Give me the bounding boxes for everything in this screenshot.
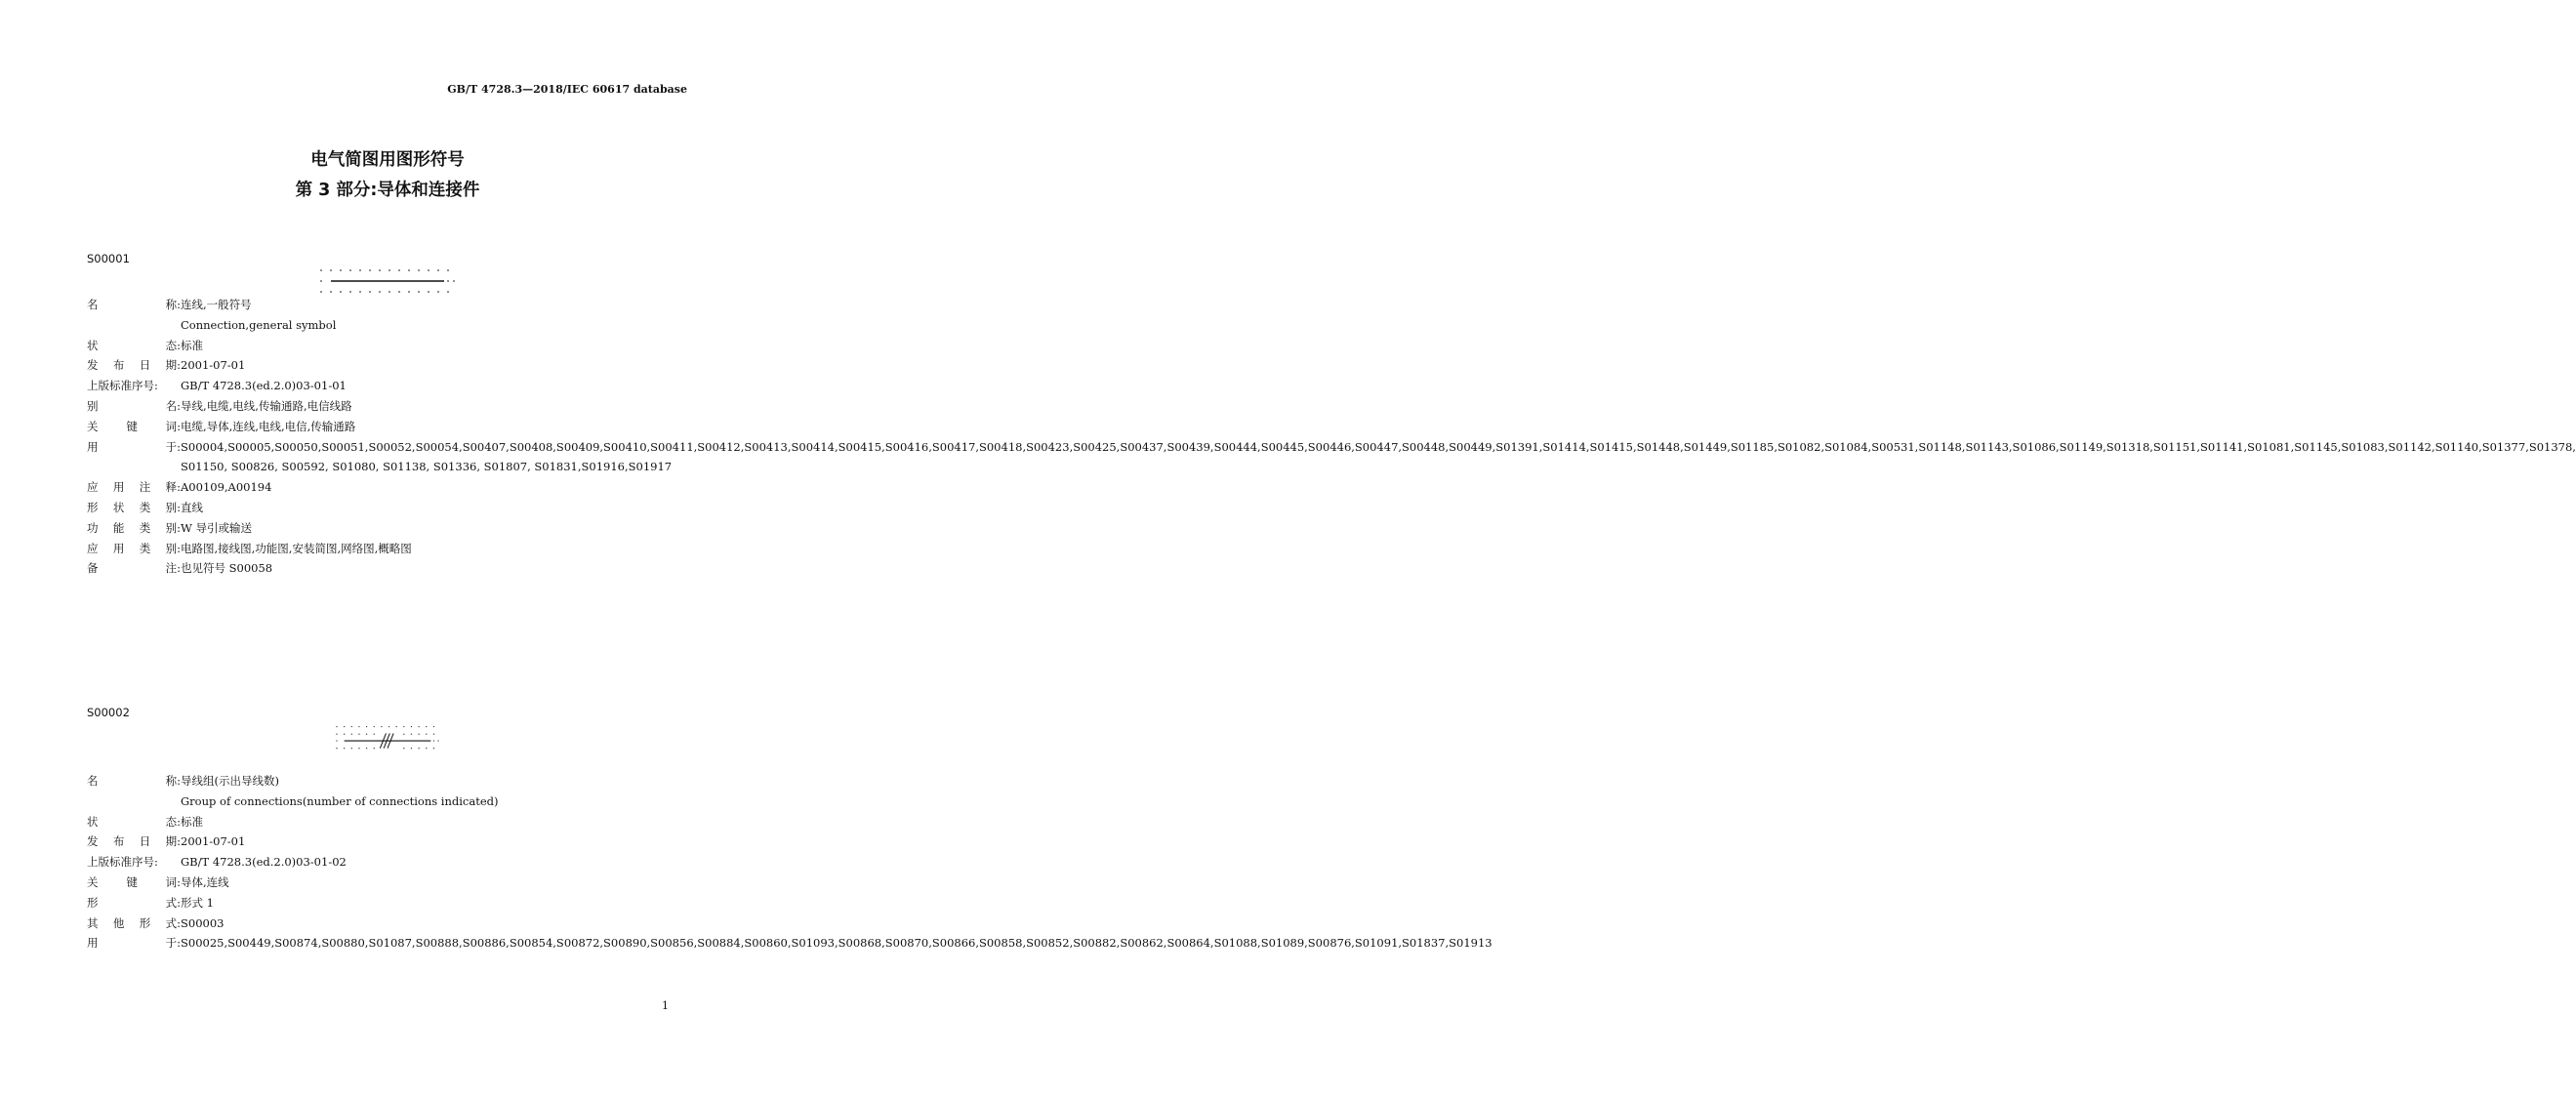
field-label: 形 式:	[87, 895, 181, 910]
entry-s00001	[87, 295, 2576, 579]
entry-s00002	[87, 771, 1492, 954]
field-value: 标准	[181, 338, 203, 352]
field-used-in	[87, 933, 1492, 954]
field-value: Connection,general symbol	[181, 317, 337, 332]
field-label: 状 态:	[87, 338, 181, 352]
field-value: 电路图,接线图,功能图,安装简图,网络图,概略图	[181, 541, 412, 555]
field-name-english	[87, 315, 692, 336]
field-value: 导线组(示出导线数)	[181, 774, 279, 788]
page-number: 1	[662, 999, 669, 1012]
field-status	[87, 336, 692, 356]
field-value: 直线	[181, 500, 203, 514]
field-label: 功 能 类 别:	[87, 520, 181, 535]
field-release-date	[87, 832, 692, 852]
field-release-date	[87, 355, 692, 376]
field-name	[87, 295, 692, 315]
field-form	[87, 893, 692, 913]
symbol-graphic-group-of-connections	[319, 725, 456, 751]
field-remarks	[87, 558, 692, 579]
field-value: A00109,A00194	[181, 480, 272, 495]
field-name-english	[87, 792, 692, 812]
field-value: 导体,连线	[181, 874, 229, 889]
field-label: 名 称:	[87, 774, 181, 788]
field-value: 导线,电缆,电线,传输通路,电信线路	[181, 398, 352, 413]
field-function-class	[87, 518, 692, 539]
field-label: 发 布 日 期:	[87, 358, 181, 373]
field-label: 名 称:	[87, 298, 181, 311]
document-header: GB/T 4728.3—2018/IEC 60617 database	[447, 83, 687, 96]
field-value: Group of connections(number of connections indicated)	[181, 793, 499, 808]
field-label: 关 键 词:	[87, 419, 181, 433]
field-value: S00003	[181, 915, 225, 930]
field-status	[87, 812, 692, 832]
field-value: 2001-07-01	[181, 834, 246, 849]
field-value: 电缆,导体,连线,电线,电信,传输通路	[181, 419, 356, 433]
symbol-id-s00001: S00001	[87, 252, 130, 265]
field-value: 2001-07-01	[181, 358, 246, 373]
field-value: 也见符号 S00058	[181, 561, 273, 576]
document-subtitle: 第 3 部分:导体和连接件	[295, 181, 480, 200]
field-label: 应 用 类 别:	[87, 541, 181, 555]
field-previous-standard	[87, 852, 692, 873]
field-value: 连线,一般符号	[181, 298, 252, 311]
field-label: 其 他 形 式:	[87, 915, 181, 930]
field-value: GB/T 4728.3(ed.2.0)03-01-01	[181, 379, 347, 393]
field-value: S00025,S00449,S00874,S00880,S01087,S00888,S00886,S00854,S00872,S00890,S00856,S00884,S00860,S01093,S00868,S00870,S00866,S00858,S00852,S00882,S00862,S00864,S01088,S01089,S00876,S01091,S01837,S01913	[181, 936, 1492, 951]
field-shape-class	[87, 498, 692, 518]
field-label: 上版标准序号:	[87, 855, 158, 870]
field-label: 应 用 注 释:	[87, 480, 181, 495]
field-previous-standard	[87, 376, 692, 396]
field-application-notes	[87, 477, 692, 498]
field-value: S00004,S00005,S00050,S00051,S00052,S00054,S00407,S00408,S00409,S00410,S00411,S00412,S00413,S00414,S00415,S00416,S00417,S00418,S00423,S00425,S00437,S00439,S00444,S00445,S00446,S00447,S00448,S00449,S01391,S01414,S01415,S01448,S01449,S01185,S01082,S01084,S00531,S01148,S01143,S01086,S01149,S01318,S01151,S01141,S01081,S01145,S01083,S01142,S01140,S01377,S01378, S01150, S00826, S00592, S01080, S01138, S01336, S01807, S01831,S01916,S01917	[181, 439, 2576, 474]
symbol-graphic-connection	[319, 268, 456, 294]
field-label: 备 注:	[87, 561, 181, 576]
document-title: 电气简图用图形符号	[310, 150, 465, 170]
field-label: 形 状 类 别:	[87, 500, 181, 514]
field-label: 用 于:	[87, 936, 181, 951]
field-label: 发 布 日 期:	[87, 834, 181, 849]
field-label: 上版标准序号:	[87, 379, 158, 393]
field-value: GB/T 4728.3(ed.2.0)03-01-02	[181, 855, 347, 870]
field-label: 别 名:	[87, 398, 181, 413]
field-keywords	[87, 873, 692, 893]
field-application-class	[87, 539, 692, 559]
field-label: 关 键 词:	[87, 874, 181, 889]
field-used-in	[87, 437, 2576, 478]
field-label: 状 态:	[87, 814, 181, 829]
symbol-id-s00002: S00002	[87, 706, 130, 719]
field-name	[87, 771, 692, 792]
field-other-forms	[87, 913, 692, 934]
field-value: W 导引或输送	[181, 520, 252, 535]
field-alias	[87, 396, 692, 417]
field-value: 标准	[181, 814, 203, 829]
field-keywords	[87, 417, 692, 437]
field-value: 形式 1	[181, 895, 214, 910]
field-label: 用 于:	[87, 439, 181, 454]
